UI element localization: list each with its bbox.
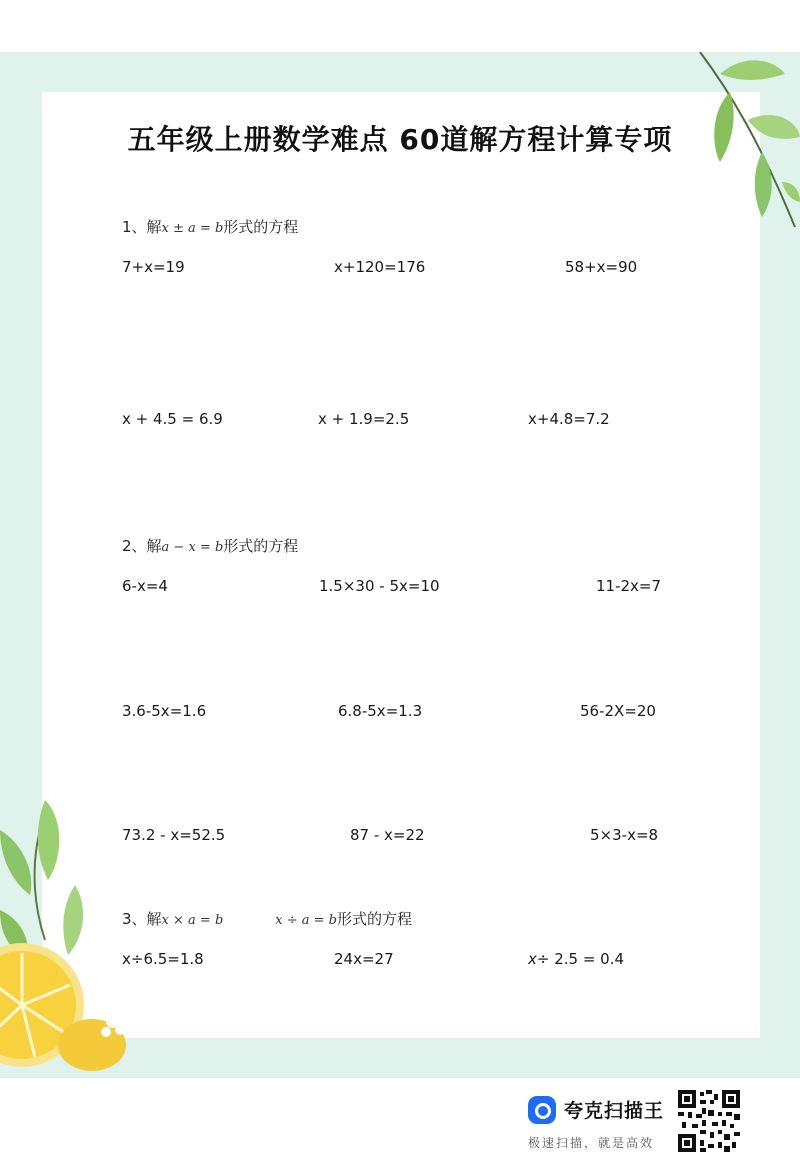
section-1-heading <box>122 216 298 237</box>
section-1-form: x ± a = b <box>161 221 224 236</box>
equation-rest: ÷ 2.5 = 0.4 <box>536 950 625 968</box>
equation: 5×3-x=8 <box>590 826 659 844</box>
equation: 87 - x=22 <box>350 826 425 844</box>
section-1-prefix: 1、解 <box>122 218 162 236</box>
equation: 7+x=19 <box>122 258 185 276</box>
section-3-suffix: 形式的方程 <box>336 910 412 928</box>
section-2-heading <box>122 535 298 556</box>
equation: 1.5×30 - 5x=10 <box>319 577 440 595</box>
equation: 56-2X=20 <box>580 702 656 720</box>
equation <box>528 950 624 968</box>
equation-variable: x <box>528 950 537 968</box>
section-3-prefix: 3、解 <box>122 910 162 928</box>
brand-name: 夸克扫描王 <box>564 1100 665 1122</box>
section-2-form: a − x = b <box>161 540 224 555</box>
section-2-prefix: 2、解 <box>122 537 162 555</box>
equation: 24x=27 <box>334 950 394 968</box>
qr-code-icon <box>678 1090 740 1152</box>
equation: x + 1.9=2.5 <box>318 410 410 428</box>
section-3-form: x × a = b <box>161 913 224 928</box>
section-2-suffix: 形式的方程 <box>223 537 299 555</box>
quark-logo-icon <box>528 1096 556 1124</box>
section-1-suffix: 形式的方程 <box>223 218 299 236</box>
section-3-heading <box>122 908 412 929</box>
equation: 6.8-5x=1.3 <box>338 702 423 720</box>
equation: x÷6.5=1.8 <box>122 950 204 968</box>
equation: 58+x=90 <box>565 258 638 276</box>
section-3-form-2: x ÷ a = b <box>275 913 337 928</box>
equation: 11-2x=7 <box>596 577 662 595</box>
equation: x+4.8=7.2 <box>528 410 610 428</box>
brand-slogan: 极速扫描，就是高效 <box>528 1136 655 1150</box>
equation: x+120=176 <box>334 258 426 276</box>
equation: 3.6-5x=1.6 <box>122 702 207 720</box>
equation: x + 4.5 = 6.9 <box>122 410 223 428</box>
equation: 6-x=4 <box>122 577 168 595</box>
equation: 73.2 - x=52.5 <box>122 826 226 844</box>
page-title: 五年级上册数学难点 60道解方程计算专项 <box>127 123 673 156</box>
